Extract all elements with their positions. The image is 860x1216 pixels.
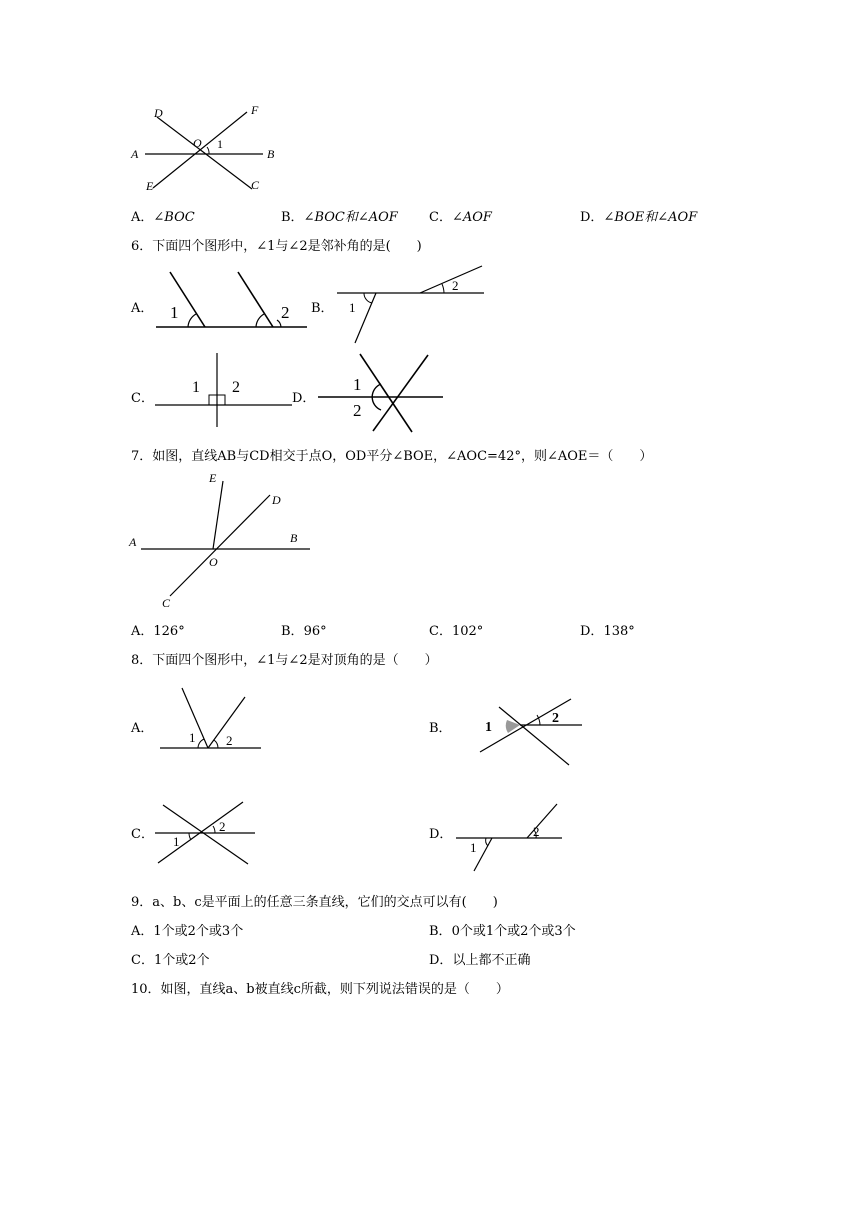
q8c-angle-2: 2 bbox=[219, 819, 226, 834]
line-ef bbox=[153, 112, 247, 188]
q6b-angle-2: 2 bbox=[452, 278, 459, 293]
q5-figure bbox=[125, 100, 285, 195]
q6-stem: 6．下面四个图形中，∠1与∠2是邻补角的是( ) bbox=[131, 239, 422, 254]
q9-option-a[interactable]: A．1个或2个或3个 bbox=[131, 924, 244, 939]
label-d: D bbox=[154, 106, 163, 120]
q8-figure-b bbox=[478, 693, 588, 768]
q8-figure-a bbox=[155, 685, 265, 755]
q6a-angle-1: 1 bbox=[170, 303, 179, 322]
q7-option-b[interactable]: B．96° bbox=[281, 624, 327, 639]
q6b-angle-1: 1 bbox=[349, 300, 356, 315]
q7-option-c[interactable]: C．102° bbox=[429, 624, 484, 639]
q6a-angle-2: 2 bbox=[281, 303, 290, 322]
q8d-angle-1: 1 bbox=[470, 840, 477, 855]
q8d-angle-2: 2 bbox=[533, 824, 540, 839]
label-b: B bbox=[267, 147, 275, 161]
q7-stem: 7．如图，直线AB与CD相交于点O，OD平分∠BOE，∠AOC=42°，则∠AOE＝（ ） bbox=[131, 449, 653, 464]
q6-figure-c bbox=[150, 350, 295, 430]
q5-option-b[interactable]: B．∠BOC和∠AOF bbox=[281, 210, 398, 225]
q7-label-a: A bbox=[129, 535, 137, 549]
q5-option-d[interactable]: D．∠BOE和∠AOF bbox=[580, 210, 698, 225]
q8-option-a-label[interactable]: A． bbox=[131, 721, 154, 736]
q7-label-b: B bbox=[290, 531, 298, 545]
line-dc bbox=[157, 117, 252, 189]
label-f: F bbox=[251, 103, 259, 117]
q9-option-c[interactable]: C．1个或2个 bbox=[131, 953, 210, 968]
q8-figure-d bbox=[452, 800, 567, 875]
label-angle-1: 1 bbox=[217, 137, 223, 151]
label-c: C bbox=[251, 178, 260, 192]
q8-stem: 8．下面四个图形中，∠1与∠2是对顶角的是（ ） bbox=[131, 653, 438, 668]
q6-figure-b bbox=[335, 262, 490, 347]
q8a-angle-2: 2 bbox=[226, 733, 233, 748]
q8-option-c-label[interactable]: C． bbox=[131, 827, 154, 842]
q6-option-c-label[interactable]: C． bbox=[131, 391, 154, 406]
label-o: O bbox=[193, 136, 202, 150]
q6c-angle-1: 1 bbox=[192, 379, 200, 396]
q6-option-b-label[interactable]: B． bbox=[311, 301, 334, 316]
q6d-angle-1: 1 bbox=[353, 375, 362, 394]
q10-stem: 10．如图，直线a、b被直线c所截，则下列说法错误的是（ ） bbox=[131, 982, 509, 997]
q8b-angle-2: 2 bbox=[552, 711, 559, 726]
q6-option-d-label[interactable]: D． bbox=[292, 391, 316, 406]
q8a-angle-1: 1 bbox=[189, 730, 196, 745]
q5-option-a[interactable]: A．∠BOC bbox=[131, 210, 195, 225]
q8-figure-c bbox=[153, 800, 258, 870]
label-a: A bbox=[131, 147, 139, 161]
q6c-angle-2: 2 bbox=[232, 379, 240, 396]
q7-label-d: D bbox=[272, 493, 281, 507]
q7-option-d[interactable]: D．138° bbox=[580, 624, 635, 639]
q7-label-o: O bbox=[209, 555, 218, 569]
q8c-angle-1: 1 bbox=[173, 834, 180, 849]
q9-option-d[interactable]: D．以上都不正确 bbox=[429, 953, 531, 968]
label-e: E bbox=[146, 179, 154, 193]
q8-option-b-label[interactable]: B． bbox=[429, 721, 452, 736]
q6-figure-a bbox=[150, 266, 310, 336]
q7-label-c: C bbox=[162, 596, 171, 610]
q7-figure bbox=[125, 470, 315, 612]
q6d-angle-2: 2 bbox=[353, 401, 362, 420]
q5-option-c[interactable]: C．∠AOF bbox=[429, 210, 492, 225]
q7-option-a[interactable]: A．126° bbox=[131, 624, 185, 639]
q9-option-b[interactable]: B．0个或1个或2个或3个 bbox=[429, 924, 576, 939]
q8b-angle-1: 1 bbox=[485, 720, 492, 735]
q6-figure-d bbox=[315, 352, 445, 434]
q8-option-d-label[interactable]: D． bbox=[429, 827, 453, 842]
q7-label-e: E bbox=[209, 471, 217, 485]
q9-stem: 9．a、b、c是平面上的任意三条直线，它们的交点可以有( ) bbox=[131, 895, 498, 910]
q6-option-a-label[interactable]: A． bbox=[131, 301, 154, 316]
